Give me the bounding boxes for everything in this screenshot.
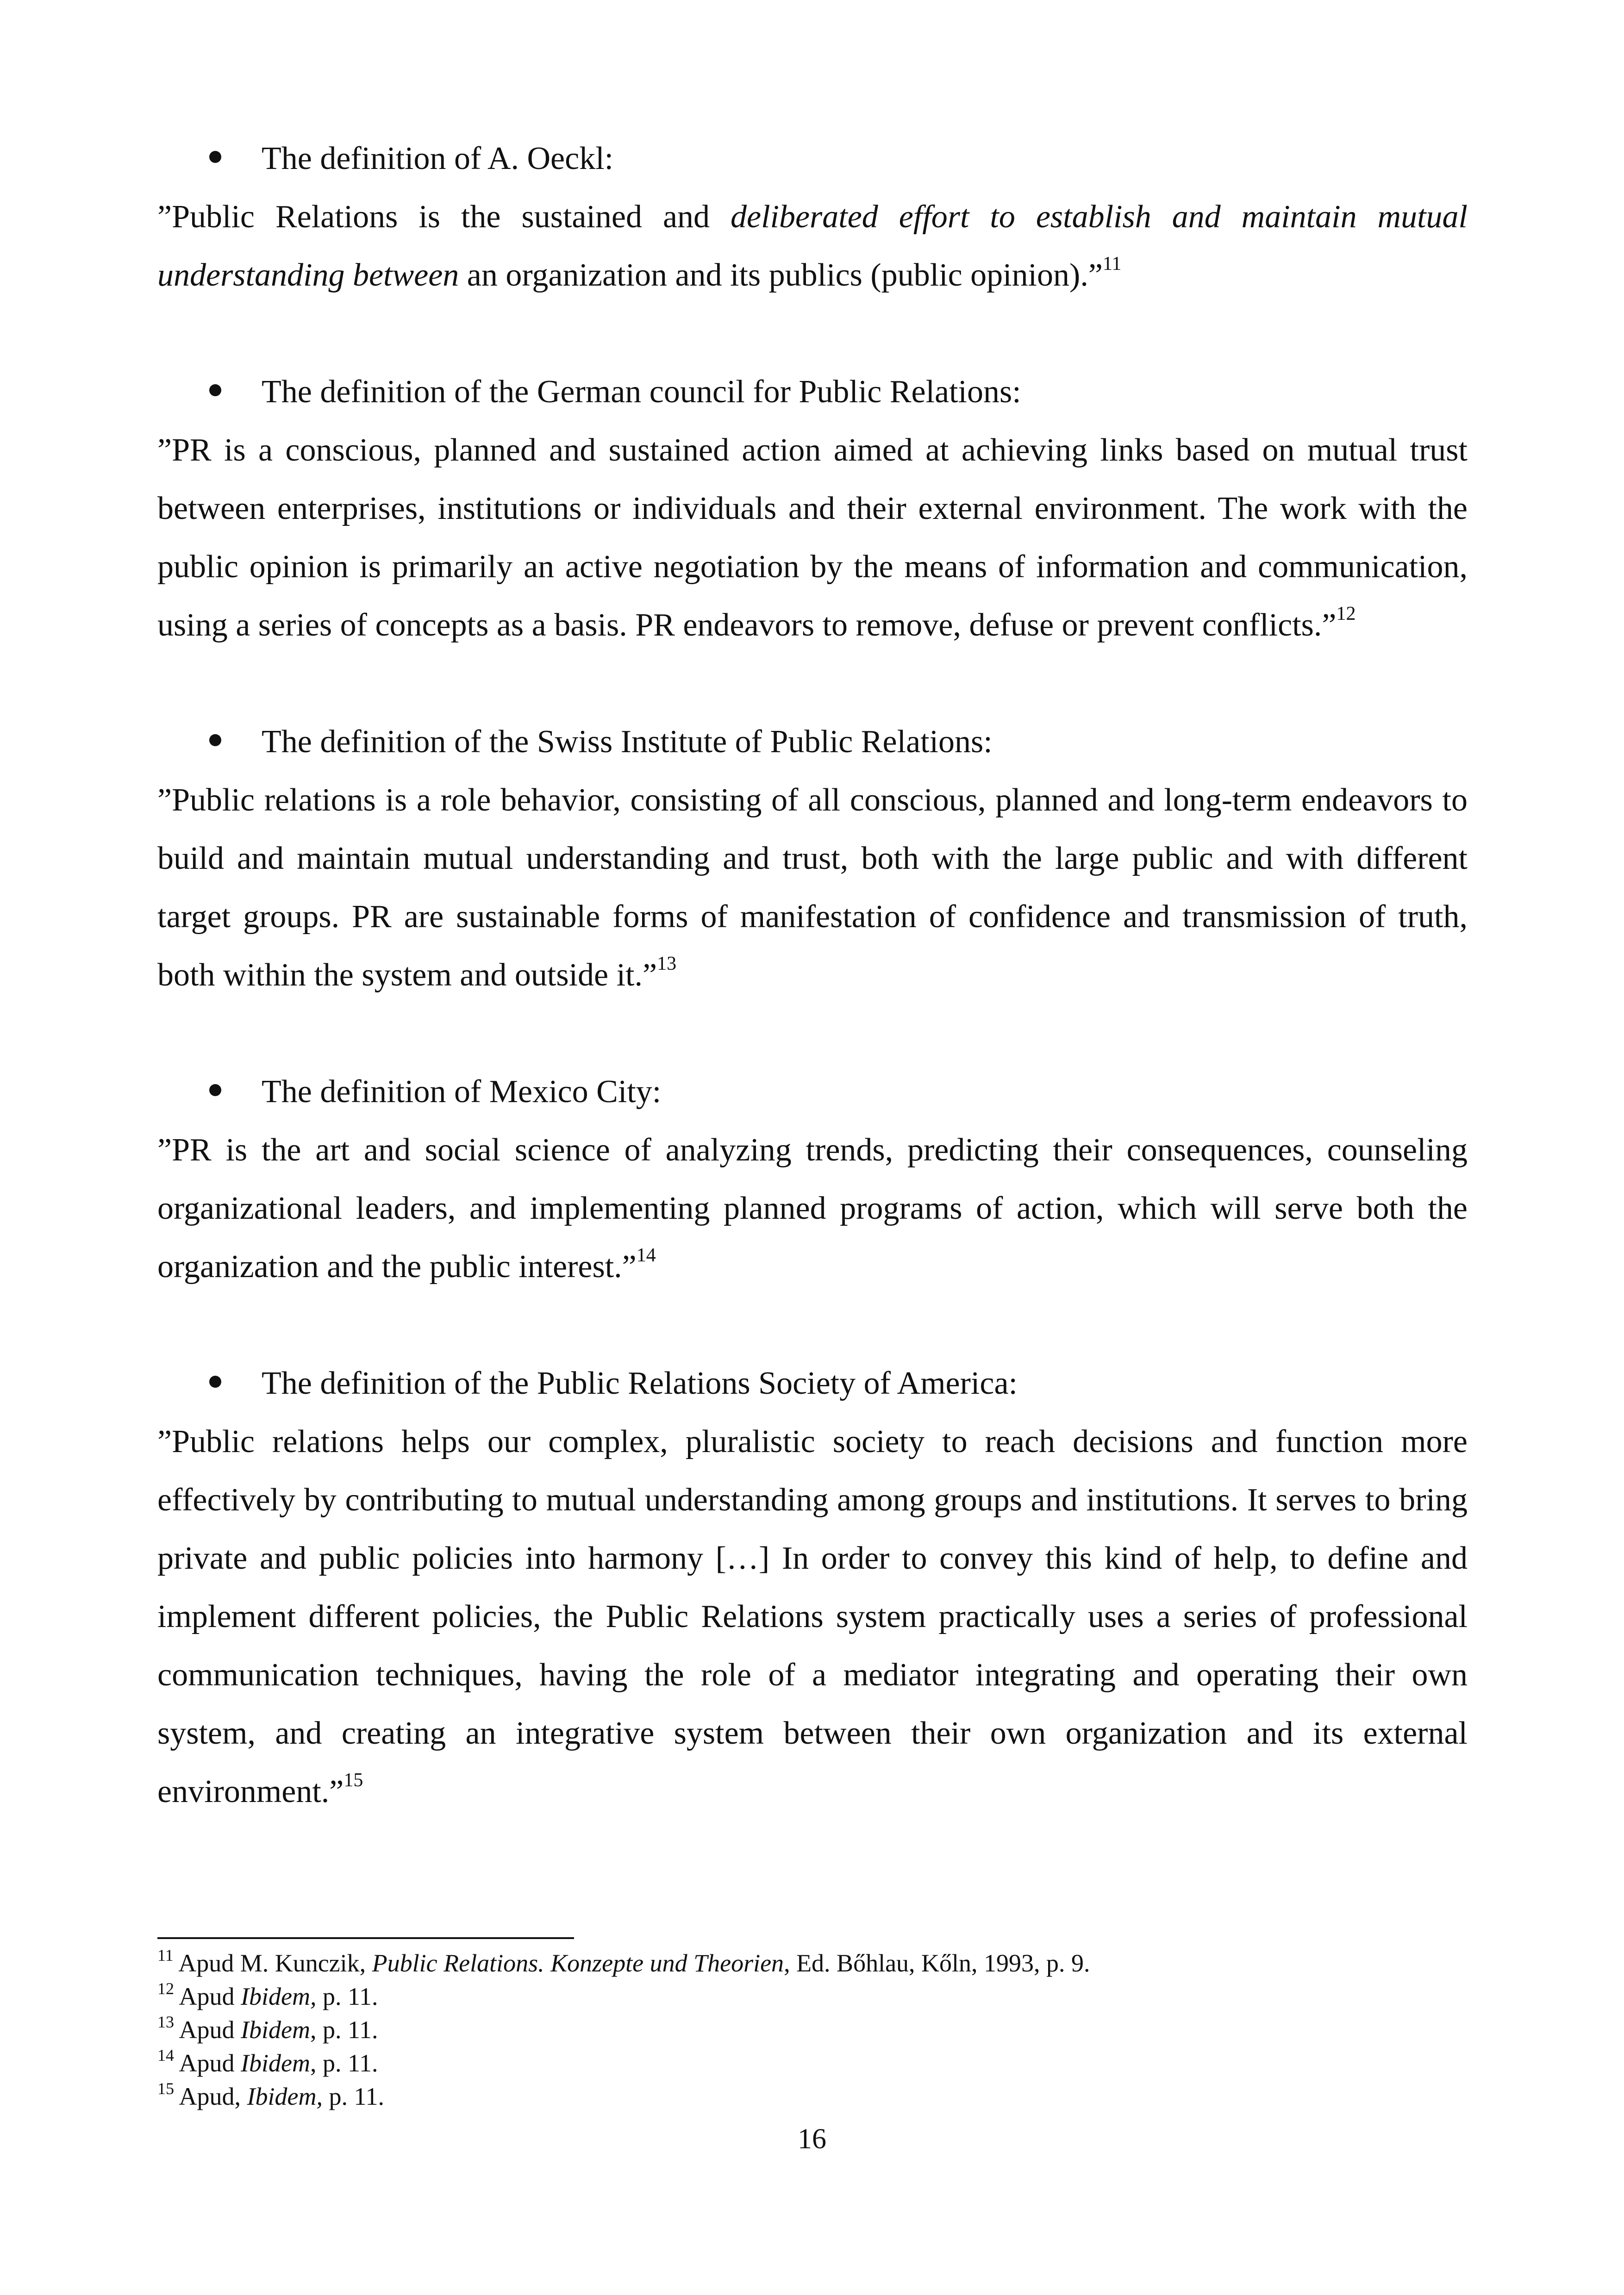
- definition-heading: [157, 130, 1468, 188]
- definition-heading: [157, 1063, 1468, 1121]
- footnote-separator: [157, 1937, 574, 1939]
- definition-german-council: [157, 363, 1468, 655]
- footnote-number: 11: [157, 1946, 174, 1964]
- footnote-ref[interactable]: 15: [344, 1769, 363, 1791]
- bullet-icon: [209, 384, 221, 396]
- quote-text: ”PR is the art and social science of analyzing trends, predicting their consequences, counseling organizational leaders, and implementing planned programs of action, which will serve both the organization and the public interest.”: [157, 1132, 1468, 1285]
- footnote-text-end: , p. 11.: [310, 2049, 378, 2077]
- footnote-title: Public Relations. Konzepte und Theorien: [372, 1949, 784, 1977]
- bullet-icon: [209, 151, 221, 163]
- footnote-text-end: , p. 11.: [310, 2016, 378, 2044]
- definition-prsa: [157, 1354, 1468, 1821]
- heading-text: The definition of the Swiss Institute of Public Relations:: [262, 724, 993, 760]
- definition-heading: [157, 363, 1468, 421]
- footnote-ref[interactable]: 11: [1102, 253, 1122, 274]
- footnote-title: Ibidem: [241, 2016, 310, 2044]
- quote-text: ”PR is a conscious, planned and sustained action aimed at achieving links based on mutual trust between enterprises, institutions or individuals and their external environment. The work with the public opinion is primarily an active negotiation by the means of information and communication, using a series of concepts as a basis. PR endeavors to remove, defuse or prevent conflicts.”: [157, 432, 1468, 643]
- footnote-text: Apud,: [179, 2083, 247, 2110]
- footnote-text: Apud: [179, 2016, 241, 2044]
- heading-text: The definition of Mexico City:: [262, 1074, 662, 1110]
- definition-quote: [157, 771, 1468, 1004]
- definition-heading: [157, 1354, 1468, 1413]
- bullet-icon: [209, 1376, 221, 1388]
- definition-heading: [157, 713, 1468, 771]
- footnotes: [157, 1946, 1468, 2113]
- footnote-title: Ibidem: [241, 2049, 310, 2077]
- footnote-item: [157, 1980, 1468, 2013]
- quote-text: ”Public relations helps our complex, pluralistic society to reach decisions and function more effectively by contributing to mutual understanding among groups and institutions. It serves to bring private and public policies into harmony […] In order to convey this kind of help, to define and implement different policies, the Public Relations system practically uses a series of professional communication techniques, having the role of a mediator integrating and operating their own system, and creating an integrative system between their own organization and its external environment.”: [157, 1424, 1468, 1809]
- footnote-item: [157, 1946, 1468, 1980]
- definition-swiss-institute: [157, 713, 1468, 1004]
- heading-text: The definition of the Public Relations Society of America:: [262, 1366, 1018, 1401]
- footnote-item: [157, 2046, 1468, 2080]
- footnote-text: Apud: [179, 1983, 241, 2010]
- footnote-number: 13: [157, 2013, 174, 2031]
- footnote-text: Apud M. Kunczik,: [178, 1949, 372, 1977]
- definition-oeckl: [157, 130, 1468, 305]
- footnote-item: [157, 2080, 1468, 2113]
- footnote-item: [157, 2013, 1468, 2046]
- footnote-ref[interactable]: 14: [636, 1244, 656, 1266]
- quote-text: ”Public Relations is the sustained and: [157, 199, 731, 235]
- main-content: [157, 130, 1468, 1879]
- footnote-text-end: , Ed. Bőhlau, Kőln, 1993, p. 9.: [784, 1949, 1090, 1977]
- quote-text-end: an organization and its publics (public opinion).”: [459, 257, 1103, 293]
- bullet-icon: [209, 734, 221, 746]
- footnote-number: 12: [157, 1979, 174, 1998]
- definition-quote: [157, 1413, 1468, 1821]
- definition-mexico-city: [157, 1063, 1468, 1296]
- definition-quote: [157, 421, 1468, 655]
- bullet-icon: [209, 1084, 221, 1096]
- footnote-number: 15: [157, 2079, 174, 2098]
- heading-text: The definition of the German council for Public Relations:: [262, 374, 1021, 410]
- footnote-title: Ibidem,: [241, 1983, 317, 2010]
- definition-quote: [157, 188, 1468, 305]
- footnote-number: 14: [157, 2046, 174, 2064]
- quote-emphasis: deliberated effort to establish and maintain mutual understanding between: [157, 199, 1468, 293]
- footnote-text-end: p. 11.: [316, 1983, 378, 2010]
- footnote-text-end: p. 11.: [322, 2083, 384, 2110]
- footnote-text: Apud: [179, 2049, 241, 2077]
- definition-quote: [157, 1121, 1468, 1296]
- heading-text: The definition of A. Oeckl:: [262, 141, 614, 176]
- footnote-title: Ibidem,: [247, 2083, 323, 2110]
- footnote-ref[interactable]: 13: [657, 953, 677, 974]
- quote-text: ”Public relations is a role behavior, consisting of all conscious, planned and long-term endeavors to build and maintain mutual understanding and trust, both with the large public and with different target groups. PR are sustainable forms of manifestation of confidence and transmission of truth, both within the system and outside it.”: [157, 782, 1468, 993]
- footnote-ref[interactable]: 12: [1336, 603, 1356, 624]
- page-number: 16: [798, 2123, 826, 2155]
